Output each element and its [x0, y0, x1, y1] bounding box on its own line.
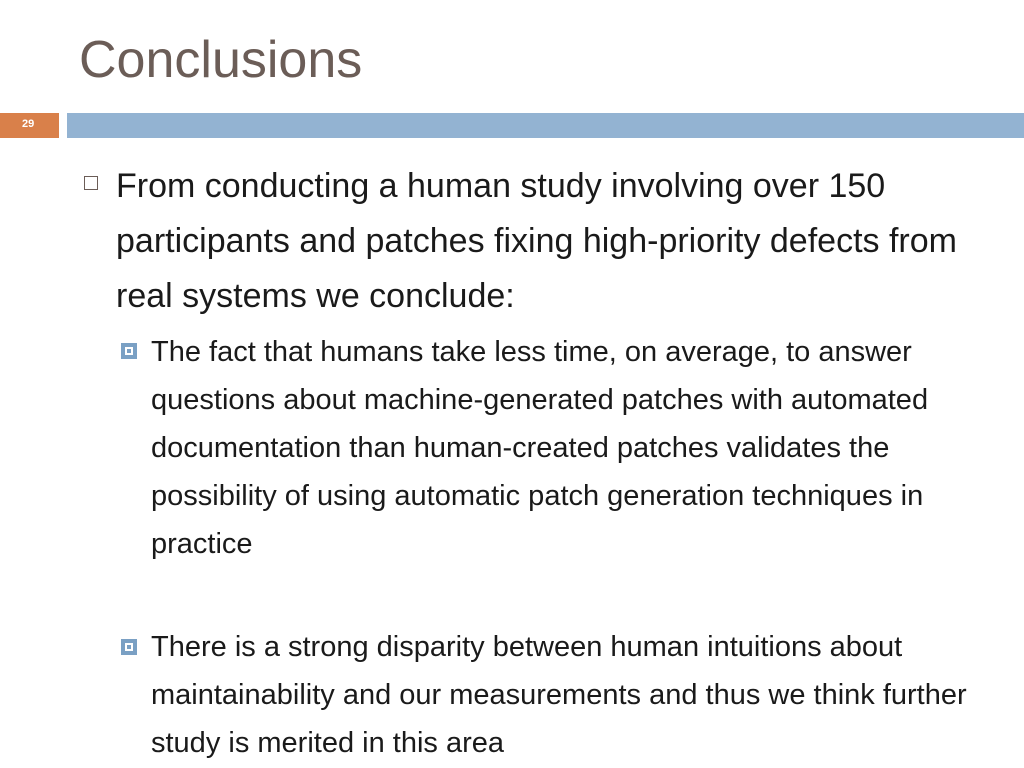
filled-square-bullet-icon	[121, 343, 137, 359]
filled-square-bullet-icon	[121, 639, 137, 655]
bullet-level1-text: From conducting a human study involving over 150 participants and patches fixing high-priority defects from real systems we conclude:	[116, 167, 957, 315]
bullet-level2-text-1: The fact that humans take less time, on average, to answer questions about machine-generated patches with automated documentation than human-created patches validates the possibility of using automatic patch generation techniques in practice	[151, 336, 929, 560]
bullet-level2-text-2: There is a strong disparity between human intuitions about maintainability and our measurements and thus we think further study is merited in this area	[151, 631, 967, 759]
slide-title: Conclusions	[79, 31, 363, 89]
slide-number: 29	[22, 118, 35, 130]
hollow-square-icon	[84, 176, 98, 190]
